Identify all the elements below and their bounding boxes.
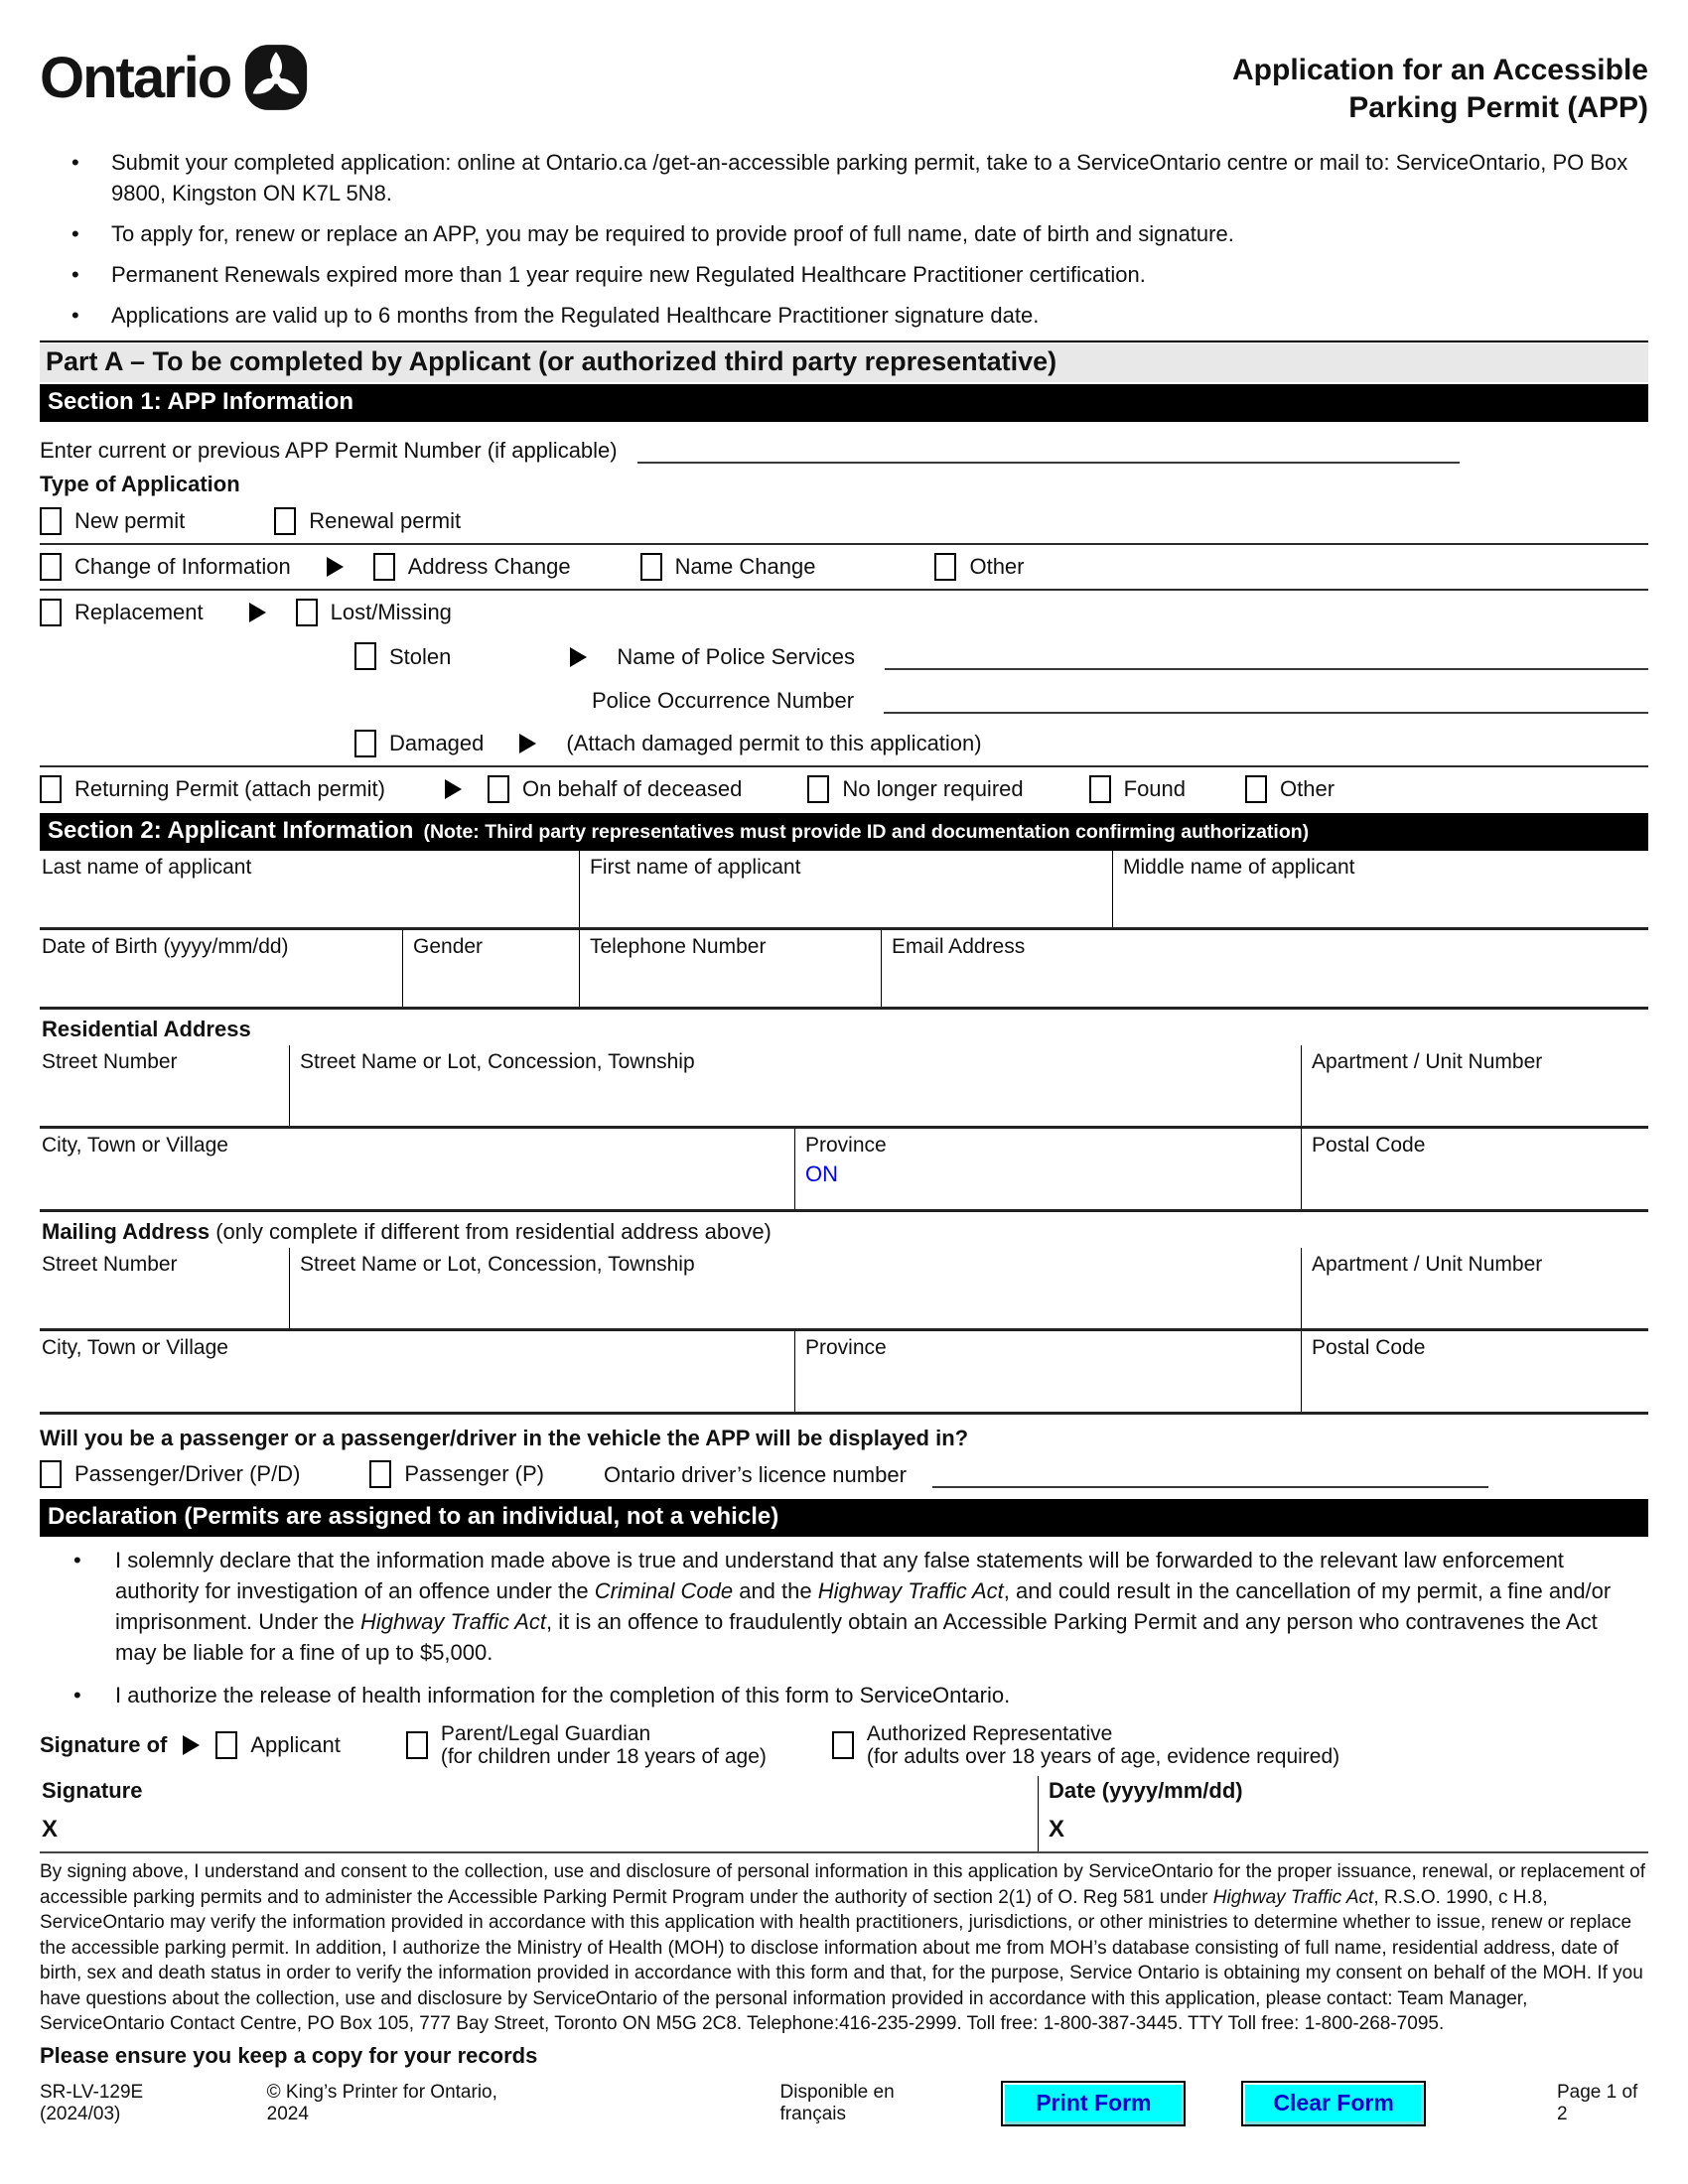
mailing-street-row — [40, 1248, 1648, 1331]
signature-applicant-checkbox[interactable] — [215, 1731, 237, 1759]
replacement-checkbox[interactable] — [40, 599, 62, 626]
mailing-address-note: (only complete if different from residential address above) — [215, 1219, 772, 1244]
intro-bullet-3: • Permanent Renewals expired more than 1 year require new Regulated Healthcare Practitioner certification. — [40, 259, 1648, 290]
section-2-title: Section 2: Applicant Information — [48, 817, 414, 844]
keep-copy-note: Please ensure you keep a copy for your records — [40, 2042, 538, 2068]
renewal-permit-checkbox[interactable] — [274, 507, 296, 535]
ontario-logo — [40, 44, 308, 111]
mailing-city-cell[interactable] — [40, 1331, 794, 1412]
middle-name-cell[interactable] — [1112, 851, 1648, 927]
email-label: Email Address — [892, 935, 1026, 958]
no-longer-required-label: No longer required — [842, 776, 1024, 801]
return-other-label: Other — [1280, 776, 1336, 801]
declaration-header — [40, 1499, 1648, 1537]
arrow-right-icon — [327, 557, 344, 577]
found-label: Found — [1123, 776, 1187, 801]
intro-bullet-2: • To apply for, renew or replace an APP, you may be required to provide proof of full name, date of birth and signature. — [40, 218, 1648, 249]
deceased-label: On behalf of deceased — [522, 776, 743, 801]
page-title — [1232, 44, 1648, 127]
change-other-checkbox[interactable] — [934, 553, 956, 581]
damaged-note: (Attach damaged permit to this application) — [566, 731, 982, 755]
arrow-right-icon — [183, 1735, 200, 1755]
residential-street-name-cell[interactable] — [289, 1045, 1301, 1126]
last-name-cell[interactable] — [40, 851, 579, 927]
arrow-right-icon — [570, 647, 587, 667]
residential-city-cell[interactable] — [40, 1129, 794, 1209]
app-permit-number-field[interactable] — [637, 434, 1460, 464]
address-change-checkbox[interactable] — [373, 553, 395, 581]
new-permit-label: New permit — [74, 508, 186, 533]
telephone-cell[interactable] — [579, 930, 881, 1007]
divider — [40, 341, 1648, 342]
first-name-label: First name of applicant — [590, 856, 801, 879]
renewal-permit-label: Renewal permit — [309, 508, 462, 533]
postal-code-label: Postal Code — [1312, 1134, 1426, 1157]
last-name-label: Last name of applicant — [42, 856, 252, 879]
found-checkbox[interactable] — [1089, 775, 1111, 803]
declaration-bullet-1: • I solemnly declare that the information made above is true and understand that any false statements will be forwarded to the relevant law enforcement authority for investigation of an offence under the Criminal Code and the Highway Traffic Act, and could result in the cancellation of my permit, a fine and/or imprisonment. Under the Highway Traffic Act, it is an offence to fraudulently obtain an Accessible Parking Permit and any person who contravenes the Act may be liable for a fine of up to $5,000. — [40, 1545, 1648, 1668]
applicant-name-row — [40, 851, 1648, 930]
gender-cell[interactable] — [402, 930, 579, 1007]
signature-parent-checkbox[interactable] — [406, 1731, 428, 1759]
dob-label: Date of Birth (yyyy/mm/dd) — [42, 935, 289, 958]
residential-street-number-cell[interactable] — [40, 1045, 289, 1126]
signature-x-field[interactable]: X — [42, 1816, 59, 1843]
ontario-logo-text: Ontario — [40, 45, 231, 110]
residential-postal-cell[interactable] — [1301, 1129, 1648, 1209]
footer — [40, 2081, 1648, 2126]
middle-name-label: Middle name of applicant — [1123, 856, 1355, 879]
address-change-label: Address Change — [407, 554, 571, 579]
section-2-note: (Note: Third party representatives must provide ID and documentation confirming authorization) — [423, 821, 1310, 843]
page-title-line1: Application for an Accessible — [1232, 54, 1648, 86]
licence-number-field[interactable] — [932, 1458, 1488, 1488]
mailing-postal-cell[interactable] — [1301, 1331, 1648, 1412]
email-cell[interactable] — [881, 930, 1648, 1007]
name-change-label: Name Change — [674, 554, 816, 579]
lost-missing-label: Lost/Missing — [330, 600, 452, 624]
trillium-icon — [244, 44, 308, 111]
police-services-field[interactable] — [885, 640, 1648, 670]
arrow-right-icon — [249, 603, 266, 622]
residential-province-cell[interactable] — [794, 1129, 1301, 1209]
page-number: Page 1 of 2 — [1556, 2081, 1638, 2124]
intro-instructions — [40, 147, 1648, 331]
mailing-address-title: Mailing Address — [42, 1219, 211, 1244]
authorized-label-line2: (for adults over 18 years of age, evidence required) — [866, 1745, 1340, 1768]
city-label: City, Town or Village — [42, 1336, 228, 1359]
declaration-title: Declaration (Permits are assigned to an individual, not a vehicle) — [48, 1503, 779, 1530]
residential-street-row — [40, 1045, 1648, 1129]
parent-label-line1: Parent/Legal Guardian — [440, 1722, 651, 1745]
stolen-checkbox[interactable] — [354, 642, 376, 670]
passenger-driver-label: Passenger/Driver (P/D) — [74, 1461, 301, 1486]
deceased-checkbox[interactable] — [488, 775, 509, 803]
arrow-right-icon — [445, 779, 462, 799]
mailing-street-name-cell[interactable] — [289, 1248, 1301, 1328]
signature-cell — [40, 1776, 1038, 1851]
date-cell — [1038, 1776, 1648, 1851]
header — [40, 44, 1648, 127]
return-other-checkbox[interactable] — [1245, 775, 1267, 803]
gender-label: Gender — [413, 935, 484, 958]
french-availability-text: Disponible en français — [779, 2081, 895, 2124]
change-other-label: Other — [969, 554, 1025, 579]
signature-authorized-checkbox[interactable] — [832, 1731, 854, 1759]
signature-date-row — [40, 1776, 1648, 1853]
section-1-header — [40, 384, 1648, 422]
dob-cell[interactable] — [40, 930, 402, 1007]
consent-paragraph: By signing above, I understand and consent to the collection, use and disclosure of personal information in this application by ServiceOntario for the proper issuance, renewal, or replacement of accessible parking permits and to administer the Accessible Parking Permit Program under the authority of section 2(1) of O. Reg 581 under Highway Traffic Act, R.S.O. 1990, c H.8, ServiceOntario may verify the information provided in accordance with this application with health practitioners, jurisdictions, or other ministries to determine whether to issue, renew or replace the accessible parking permit. In addition, I authorize the Ministry of Health (MOH) to disclose information about me from MOH’s database consisting of full name, residential address, date of birth, sex and death status in order to verify the information provided in accordance with this form and that, for the purpose, Service Ontario is obtaining my consent on behalf of the MOH. If you have questions about the collection, use and disclosure by ServiceOntario of the personal information provided in accordance with this application, please contact: Team Manager, ServiceOntario Contact Centre, PO Box 105, 777 Bay Street, Toronto ON M5G 2C8. Telephone:416-235-2999. Toll free: 1-800-387-3445. TTY Toll free: 1-800-268-7095. — [40, 1861, 1645, 2034]
lost-missing-checkbox[interactable] — [296, 599, 318, 626]
street-number-label: Street Number — [42, 1253, 178, 1276]
returning-permit-checkbox[interactable] — [40, 775, 62, 803]
form-number: SR-LV-129E (2024/03) — [40, 2081, 144, 2124]
mailing-apartment-cell[interactable] — [1301, 1248, 1648, 1328]
date-label: Date (yyyy/mm/dd) — [1049, 1778, 1243, 1803]
clear-form-button[interactable]: Clear Form — [1241, 2081, 1426, 2126]
copyright-text: © King’s Printer for Ontario, 2024 — [266, 2081, 497, 2124]
part-a-header: Part A – To be completed by Applicant (or authorized third party representative) — [40, 343, 1648, 382]
street-number-label: Street Number — [42, 1050, 178, 1073]
signature-of-label: Signature of — [40, 1732, 168, 1757]
mailing-city-row — [40, 1331, 1648, 1415]
city-label: City, Town or Village — [42, 1134, 228, 1157]
change-of-information-label: Change of Information — [74, 554, 291, 579]
licence-number-label: Ontario driver’s licence number — [604, 1462, 907, 1487]
arrow-right-icon — [519, 734, 536, 753]
print-form-button[interactable]: Print Form — [1001, 2081, 1186, 2126]
telephone-label: Telephone Number — [590, 935, 767, 958]
province-label: Province — [805, 1336, 887, 1359]
signature-authorized-label — [867, 1722, 1339, 1768]
police-occurrence-label: Police Occurrence Number — [592, 688, 855, 713]
mailing-address-heading — [42, 1219, 1648, 1245]
no-longer-required-checkbox[interactable] — [807, 775, 829, 803]
police-occurrence-field[interactable] — [884, 684, 1648, 714]
street-name-label: Street Name or Lot, Concession, Township — [300, 1253, 695, 1276]
residential-province-value[interactable]: ON — [805, 1161, 838, 1186]
permit-number-label: Enter current or previous APP Permit Number (if applicable) — [40, 438, 618, 463]
first-name-cell[interactable] — [579, 851, 1112, 927]
stolen-label: Stolen — [389, 644, 452, 669]
residential-city-row — [40, 1129, 1648, 1212]
type-of-application-heading: Type of Application — [40, 472, 240, 496]
date-x-field[interactable]: X — [1049, 1816, 1065, 1843]
declaration-bullet-2: • I authorize the release of health information for the completion of this form to ServiceOntario. — [40, 1680, 1648, 1710]
name-change-checkbox[interactable] — [640, 553, 662, 581]
passenger-label: Passenger (P) — [404, 1461, 545, 1486]
section-1-title: Section 1: APP Information — [48, 388, 354, 415]
damaged-label: Damaged — [389, 731, 485, 755]
signature-parent-label — [441, 1722, 767, 1768]
passenger-driver-checkbox[interactable] — [40, 1460, 62, 1488]
authorized-label-line1: Authorized Representative — [866, 1722, 1113, 1745]
signature-label: Signature — [42, 1778, 143, 1803]
apartment-label: Apartment / Unit Number — [1312, 1050, 1543, 1073]
intro-bullet-4: • Applications are valid up to 6 months from the Regulated Healthcare Practitioner signature date. — [40, 300, 1648, 331]
section-2-header — [40, 813, 1648, 851]
police-services-label: Name of Police Services — [617, 644, 856, 669]
page-title-line2: Parking Permit (APP) — [1348, 91, 1648, 124]
intro-bullet-1: • Submit your completed application: online at Ontario.ca /get-an-accessible parking permit, take to a ServiceOntario centre or mail to: ServiceOntario, PO Box 9800, Kingston ON K7L 5N8. — [40, 147, 1648, 208]
returning-permit-label: Returning Permit (attach permit) — [74, 776, 385, 801]
parent-label-line2: (for children under 18 years of age) — [440, 1745, 767, 1768]
passenger-question: Will you be a passenger or a passenger/driver in the vehicle the APP will be displayed in? — [40, 1426, 969, 1450]
mailing-street-number-cell[interactable] — [40, 1248, 289, 1328]
province-label: Province — [805, 1134, 887, 1157]
mailing-province-cell[interactable] — [794, 1331, 1301, 1412]
new-permit-checkbox[interactable] — [40, 507, 62, 535]
passenger-checkbox[interactable] — [369, 1460, 391, 1488]
change-of-information-checkbox[interactable] — [40, 553, 62, 581]
applicant-details-row — [40, 930, 1648, 1010]
damaged-checkbox[interactable] — [354, 730, 376, 757]
postal-code-label: Postal Code — [1312, 1336, 1426, 1359]
street-name-label: Street Name or Lot, Concession, Township — [300, 1050, 695, 1073]
signature-applicant-label: Applicant — [250, 1732, 341, 1757]
residential-address-heading: Residential Address — [42, 1017, 251, 1041]
replacement-label: Replacement — [74, 600, 204, 624]
declaration-statements — [40, 1545, 1648, 1710]
apartment-label: Apartment / Unit Number — [1312, 1253, 1543, 1276]
residential-apartment-cell[interactable] — [1301, 1045, 1648, 1126]
